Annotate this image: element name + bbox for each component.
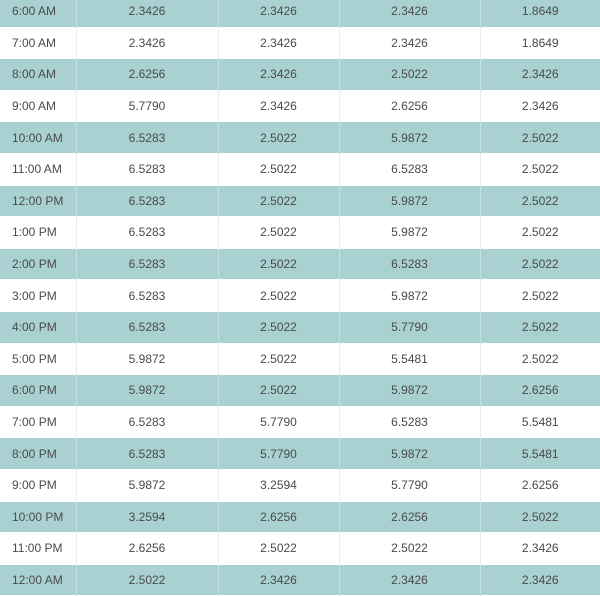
value-cell: 2.3426 — [339, 27, 480, 59]
value-cell: 2.5022 — [76, 564, 218, 596]
time-cell: 1:00 PM — [0, 217, 76, 249]
time-cell: 11:00 PM — [0, 533, 76, 565]
value-cell: 5.9872 — [76, 375, 218, 407]
value-cell: 6.5283 — [76, 217, 218, 249]
table-row — [0, 469, 600, 501]
time-cell: 3:00 PM — [0, 280, 76, 312]
value-cell: 2.3426 — [218, 564, 339, 596]
value-cell: 1.8649 — [480, 27, 600, 59]
value-cell: 5.9872 — [339, 280, 480, 312]
value-cell: 5.9872 — [339, 438, 480, 470]
value-cell: 5.5481 — [339, 343, 480, 375]
value-cell: 5.7790 — [339, 311, 480, 343]
time-cell: 11:00 AM — [0, 153, 76, 185]
time-cell: 9:00 PM — [0, 469, 76, 501]
value-cell: 2.3426 — [480, 533, 600, 565]
time-cell: 8:00 AM — [0, 59, 76, 91]
value-cell: 6.5283 — [76, 122, 218, 154]
value-cell: 2.5022 — [480, 217, 600, 249]
table-row — [0, 153, 600, 185]
value-cell: 5.9872 — [339, 217, 480, 249]
value-cell: 5.5481 — [480, 406, 600, 438]
value-cell: 5.9872 — [339, 375, 480, 407]
time-cell: 8:00 PM — [0, 438, 76, 470]
value-cell: 2.6256 — [76, 533, 218, 565]
value-cell: 6.5283 — [339, 153, 480, 185]
value-cell: 2.3426 — [480, 59, 600, 91]
value-cell: 2.3426 — [218, 90, 339, 122]
value-cell: 5.9872 — [76, 343, 218, 375]
time-cell: 12:00 PM — [0, 185, 76, 217]
value-cell: 2.3426 — [76, 0, 218, 27]
value-cell: 2.3426 — [76, 27, 218, 59]
table-row — [0, 280, 600, 312]
value-cell: 3.2594 — [76, 501, 218, 533]
time-cell: 12:00 AM — [0, 564, 76, 596]
value-cell: 2.3426 — [339, 564, 480, 596]
value-cell: 2.3426 — [480, 90, 600, 122]
table-row — [0, 248, 600, 280]
value-cell: 2.5022 — [480, 501, 600, 533]
value-cell: 2.5022 — [218, 280, 339, 312]
value-cell: 2.6256 — [76, 59, 218, 91]
value-cell: 2.5022 — [218, 248, 339, 280]
value-cell: 2.3426 — [339, 0, 480, 27]
value-cell: 2.6256 — [480, 375, 600, 407]
table-row — [0, 343, 600, 375]
value-cell: 2.5022 — [339, 59, 480, 91]
time-cell: 7:00 AM — [0, 27, 76, 59]
time-cell: 7:00 PM — [0, 406, 76, 438]
value-cell: 5.7790 — [218, 406, 339, 438]
time-cell: 10:00 PM — [0, 501, 76, 533]
value-cell: 2.5022 — [480, 280, 600, 312]
value-cell: 6.5283 — [339, 406, 480, 438]
value-cell: 2.5022 — [339, 533, 480, 565]
value-cell: 2.6256 — [218, 501, 339, 533]
value-cell: 2.5022 — [480, 248, 600, 280]
table-row — [0, 27, 600, 59]
value-cell: 5.5481 — [480, 438, 600, 470]
table-row — [0, 90, 600, 122]
table-row — [0, 375, 600, 407]
time-cell: 10:00 AM — [0, 122, 76, 154]
value-cell: 5.7790 — [218, 438, 339, 470]
table-row — [0, 533, 600, 565]
value-cell: 2.3426 — [218, 59, 339, 91]
time-cell: 6:00 AM — [0, 0, 76, 27]
value-cell: 2.5022 — [218, 153, 339, 185]
value-cell: 6.5283 — [339, 248, 480, 280]
value-cell: 2.5022 — [480, 153, 600, 185]
time-cell: 4:00 PM — [0, 311, 76, 343]
value-cell: 6.5283 — [76, 438, 218, 470]
value-cell: 2.5022 — [218, 343, 339, 375]
table-row — [0, 59, 600, 91]
value-cell: 6.5283 — [76, 185, 218, 217]
table-row — [0, 438, 600, 470]
value-cell: 6.5283 — [76, 406, 218, 438]
value-cell: 2.3426 — [218, 0, 339, 27]
value-cell: 2.5022 — [480, 311, 600, 343]
value-cell: 2.5022 — [480, 122, 600, 154]
value-cell: 2.6256 — [339, 90, 480, 122]
value-cell: 2.5022 — [218, 185, 339, 217]
table-row — [0, 0, 600, 27]
value-cell: 6.5283 — [76, 248, 218, 280]
value-cell: 6.5283 — [76, 311, 218, 343]
table-row — [0, 406, 600, 438]
value-cell: 6.5283 — [76, 280, 218, 312]
value-cell: 5.7790 — [339, 469, 480, 501]
value-cell: 2.3426 — [480, 564, 600, 596]
value-cell: 2.6256 — [339, 501, 480, 533]
time-cell: 6:00 PM — [0, 375, 76, 407]
value-cell: 2.5022 — [480, 185, 600, 217]
value-cell: 2.5022 — [480, 343, 600, 375]
table-row — [0, 185, 600, 217]
table-row — [0, 311, 600, 343]
value-cell: 5.7790 — [76, 90, 218, 122]
value-cell: 3.2594 — [218, 469, 339, 501]
value-cell: 5.9872 — [339, 185, 480, 217]
value-cell: 1.8649 — [480, 0, 600, 27]
table-row — [0, 501, 600, 533]
time-cell: 5:00 PM — [0, 343, 76, 375]
time-cell: 9:00 AM — [0, 90, 76, 122]
value-cell: 2.6256 — [480, 469, 600, 501]
value-cell: 5.9872 — [339, 122, 480, 154]
value-cell: 6.5283 — [76, 153, 218, 185]
table-row — [0, 217, 600, 249]
table-row — [0, 564, 600, 596]
value-cell: 2.5022 — [218, 122, 339, 154]
value-cell: 2.5022 — [218, 217, 339, 249]
value-cell: 2.5022 — [218, 533, 339, 565]
table-row — [0, 122, 600, 154]
value-cell: 2.5022 — [218, 311, 339, 343]
time-cell: 2:00 PM — [0, 248, 76, 280]
value-cell: 2.5022 — [218, 375, 339, 407]
value-cell: 5.9872 — [76, 469, 218, 501]
value-cell: 2.3426 — [218, 27, 339, 59]
